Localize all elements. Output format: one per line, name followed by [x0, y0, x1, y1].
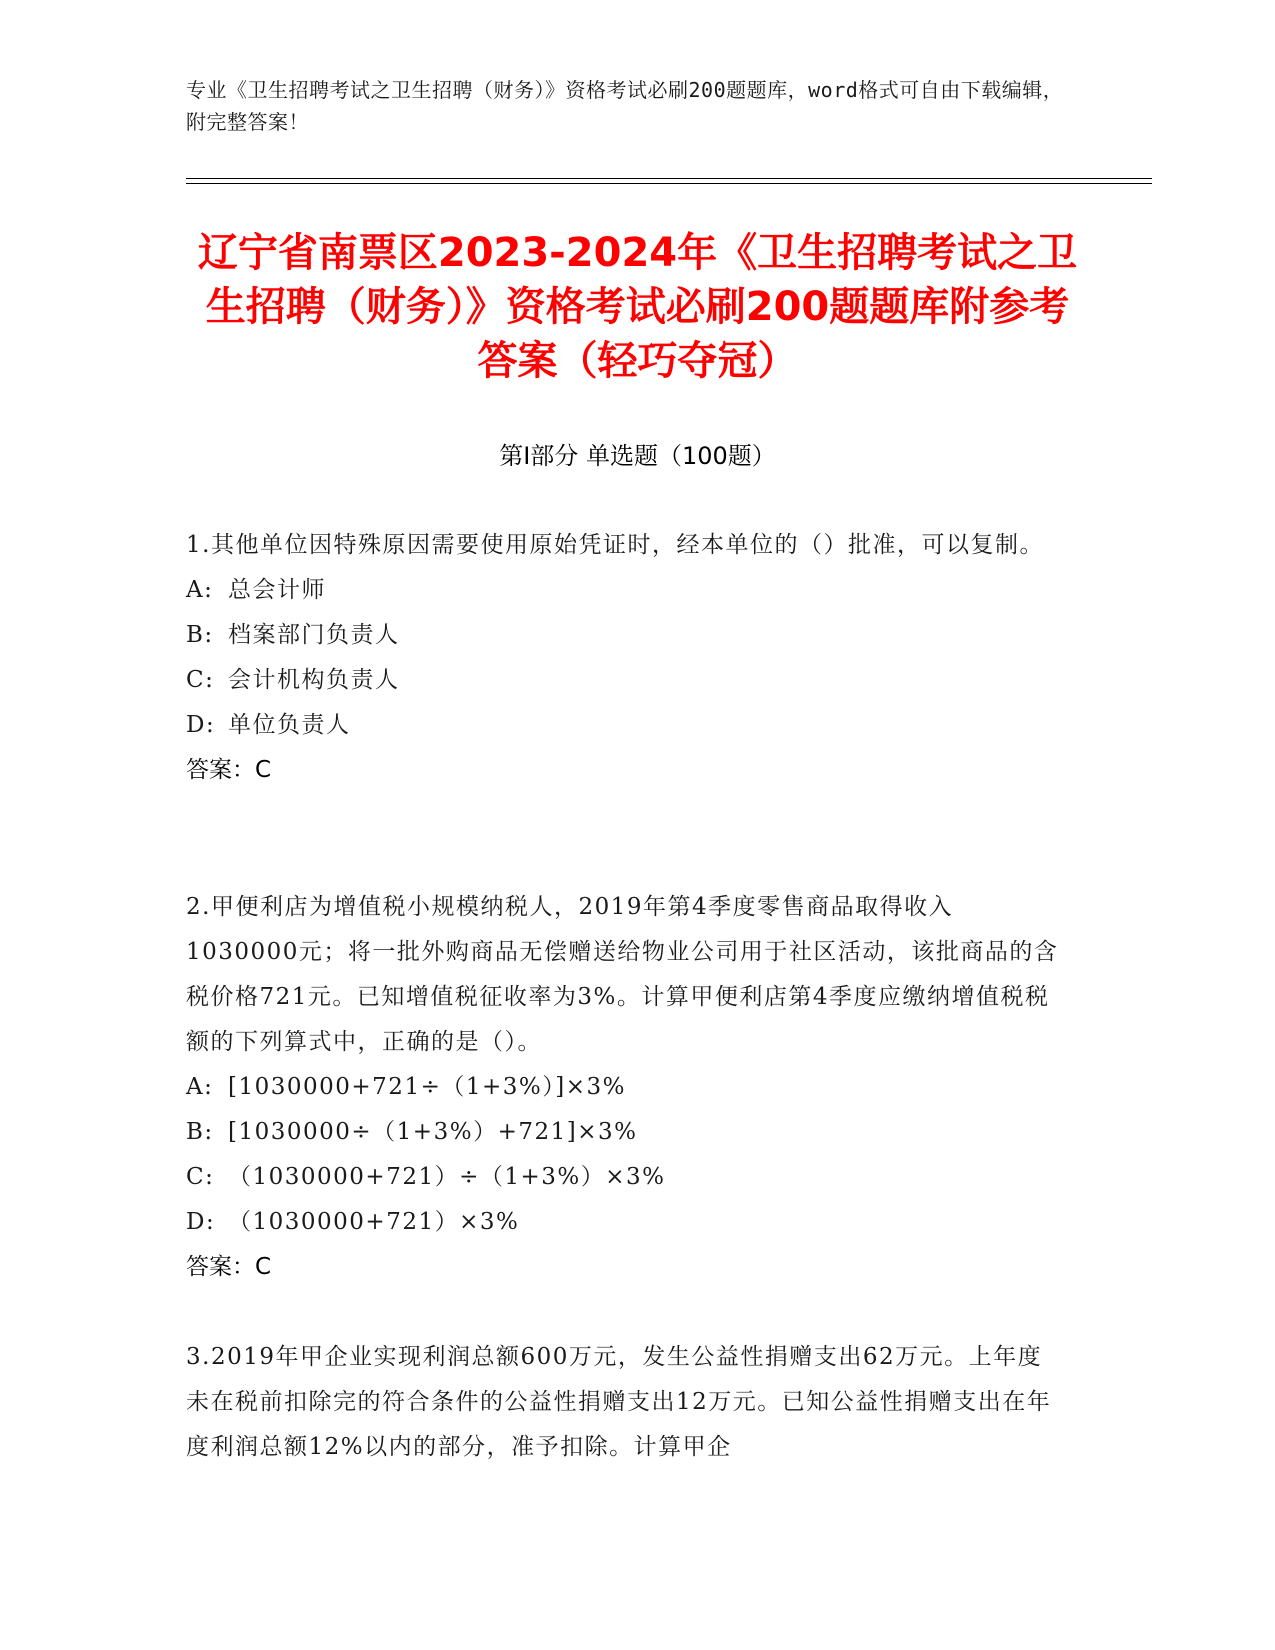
option-letter: D:	[186, 712, 216, 738]
option-a	[186, 1065, 1066, 1110]
option-d	[186, 1200, 1066, 1245]
option-text: 总会计师	[228, 577, 326, 603]
question-text: 3.2019年甲企业实现利润总额600万元，发生公益性捐赠支出62万元。上年度未在税前扣除完的符合条件的公益性捐赠支出12万元。已知公益性捐赠支出在年度利润总额12%以内的部分，准予扣除。计算甲企	[186, 1344, 1052, 1460]
document-title: 辽宁省南票区2023-2024年《卫生招聘考试之卫生招聘（财务）》资格考试必刷200题题库附参考答案（轻巧夺冠）	[197, 230, 1078, 384]
answer-line: 答案：C	[186, 1254, 272, 1280]
option-text: [1030000+721÷（1+3%）]×3%	[228, 1074, 626, 1100]
option-letter: A:	[186, 1074, 214, 1100]
header-rule-top	[186, 178, 1152, 179]
option-text: [1030000÷（1+3%）+721]×3%	[228, 1119, 638, 1145]
header-rule-bottom	[186, 183, 1152, 184]
option-text: （1030000+721）×3%	[228, 1209, 520, 1235]
option-letter: B:	[186, 1119, 214, 1145]
section-title: 第Ⅰ部分 单选题（100题）	[499, 442, 776, 470]
option-text: （1030000+721）÷（1+3%）×3%	[228, 1164, 666, 1190]
option-c	[186, 1155, 1066, 1200]
option-d	[186, 703, 1066, 748]
option-c	[186, 658, 1066, 703]
header-note: 专业《卫生招聘考试之卫生招聘（财务）》资格考试必刷200题题库，word格式可自由下载编辑，附完整答案！	[186, 78, 1064, 134]
option-letter: B:	[186, 622, 214, 648]
option-letter: A:	[186, 577, 214, 603]
answer-line: 答案：C	[186, 757, 272, 783]
question-3	[186, 1335, 1066, 1470]
option-text: 单位负责人	[228, 712, 351, 738]
option-text: 档案部门负责人	[228, 622, 400, 648]
option-letter: D:	[186, 1209, 216, 1235]
question-text: 2.甲便利店为增值税小规模纳税人，2019年第4季度零售商品取得收入1030000元；将一批外购商品无偿赠送给物业公司用于社区活动，该批商品的含税价格721元。已知增值税征收率为3%。计算甲便利店第4季度应缴纳增值税税额的下列算式中，正确的是（）。	[186, 894, 1059, 1055]
option-letter: C:	[186, 1164, 215, 1190]
option-a	[186, 568, 1066, 613]
option-letter: C:	[186, 667, 215, 693]
option-b	[186, 1110, 1066, 1155]
question-2	[186, 885, 1066, 1290]
question-text: 1.其他单位因特殊原因需要使用原始凭证时，经本单位的（）批准，可以复制。	[186, 532, 1044, 558]
option-b	[186, 613, 1066, 658]
option-text: 会计机构负责人	[228, 667, 400, 693]
question-1	[186, 523, 1066, 793]
